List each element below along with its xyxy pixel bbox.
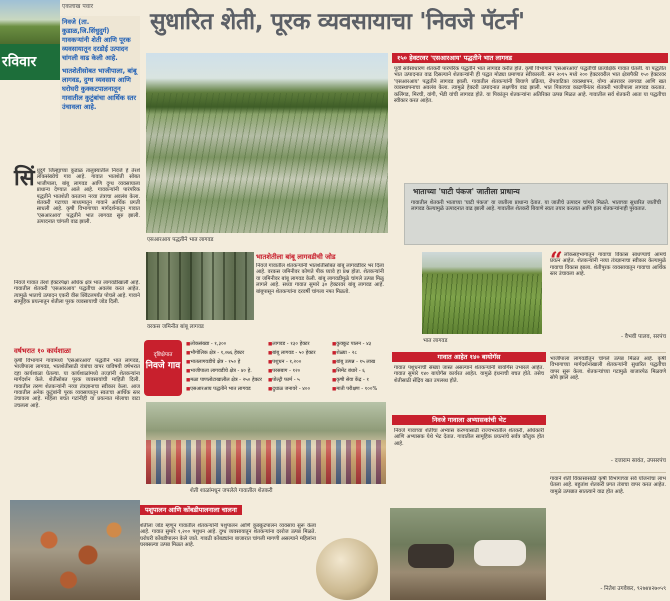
quote-2-author: - दत्ताराम सावंत, उपसरपंच <box>610 458 666 464</box>
bamboo-caption: वरकस जमिनीत बांबू लागवड <box>147 324 204 330</box>
biogas-box <box>392 352 546 508</box>
biogas-heading: गावात आहेत १४० बायोगॅस <box>392 352 546 362</box>
stat-item: ■ पोल्ट्री फार्म - ५ <box>268 376 332 385</box>
bamboo-body: निवजे गावातील शेतकऱ्यांनी भातशेतीसोबत बांबू लागवडीवर भर दिला आहे. वरकस जमिनीवर कोणते पीक घ्यावे हा प्रश्न होता. शेतकऱ्यांनी या जमिनीवर बांबू लागवड केली. बांबू लागवडीमुळे चांगले उत्पन्न मिळू लागले आहे. सध्या गावात सुमारे ३० हेक्टरवर बांबू लागवड आहे. बांबूपासून शेतकऱ्यांना दरवर्षी चांगला नफा मिळतो. <box>256 263 384 295</box>
study-heading: निवजे गावाला अभ्यासकांची भेट <box>392 415 546 425</box>
quote-3-text: गावाने शेती विकासासाठी कृषी विभागाच्या सर्व योजनांचा लाभ घेतला आहे. बहुतांश शेतकरी प्रगत तंत्राचा वापर करत आहेत. यामुळे उत्पन्नात सातत्याने वाढ होत आहे. <box>550 476 666 495</box>
stat-item: ■ दुधाळ जनावरे - ४०० <box>268 385 332 394</box>
quote-mark-icon: “ <box>550 248 563 274</box>
left-body-2: निवजे गावात तेरशे हेक्टरपेक्षा अधिक क्षेत्र भात लागवडीखाली आहे. गावातील शेतकरी 'एसआरआय' पद्धतीचा अवलंब करत आहेत. त्यामुळे भाताचे उत्पादन एकरी वीस क्विंटलपर्यंत पोचले आहे. गावाने सामूहिक प्रयत्नातून शेतीला पूरक व्यवसायाची जोड दिली. <box>14 280 140 306</box>
left-column <box>14 168 140 500</box>
field-photo-caption: भात लागवड <box>423 338 448 344</box>
glance-badge <box>144 340 182 396</box>
bamboo-box <box>256 252 384 334</box>
field-thumbnail <box>0 0 60 44</box>
stat-item: ■ कृषी सेवा केंद्र - १ <box>332 376 390 385</box>
ghati-body: गावातील शेतकरी भाताच्या 'घाटी पंकज' या जातीला प्राधान्य देतात. या जातीचे उत्पादन चांगले मिळते. भाताच्या सुधारित जातींची लागवड केल्यामुळे उत्पादनात वाढ झाली आहे. गावातील शेतकरी बियाणे स्वतः तयार करतात आणि इतर शेतकऱ्यांनाही पुरवतात. <box>411 200 661 213</box>
group-photo-caption: शेती शाळांमधून जपलेले गावातील शेतकरी <box>190 488 273 494</box>
quote-1 <box>550 248 666 348</box>
study-body: निवजे गावाच्या शेतीचा अभ्यास करण्यासाठी राज्यभरातील शेतकरी, अधिकारी आणि अभ्यासक येथे भेट देतात. गावातील सामूहिक प्रयत्नांचे सर्वत्र कौतुक होत आहे. <box>394 428 544 447</box>
stat-item: ■ कुक्कुट पालन - ४३ <box>332 340 390 349</box>
left-body-3: कृषी विभागाने गावामध्ये 'एसआरआय' पद्धतीने भात लागवड, भाजीपाला लागवड, भातशेतीसाठी यंत्रांचा वापर याविषयी वर्षभरात दहा कार्यशाळा घेतल्या. या कार्यशाळांमध्ये तज्ज्ञांनी शेतकऱ्यांना मार्गदर्शन केले. शेतीसोबत पूरक व्यवसायांची माहिती दिली. गावातील तरुण शेतकऱ्यांनी नव्या तंत्रज्ञानाचा स्वीकार केला. आज गावातील अनेक कुटुंबांनी पूरक व्यवसायातून स्वतःचा आर्थिक स्तर उंचावला आहे. महिला बचत गटांनीही या प्रयत्नात मोलाचा वाटा उचलला आहे. <box>14 358 140 409</box>
stats-col-1 <box>186 340 268 394</box>
quote-1-text: लोकसहभागातून गावाचा विकास साधण्याचे आमचे प्रयत्न आहेत. शेतकऱ्यांनी नव्या तंत्रज्ञानाचा स्वीकार केल्यामुळे गावाचा विकास झाला. शेतीपूरक व्यवसायातून गावाचा आर्थिक स्तर उंचावला आहे. <box>550 252 666 278</box>
glance-badge-line1: दृष्टिक्षेपात <box>153 352 173 358</box>
stat-item: ■ भातलागवडीचे क्षेत्र - १५० हे <box>186 358 268 367</box>
stat-item: ■ एसआरआय पद्धतीने भात लागवड <box>186 385 268 394</box>
ghati-pankaj-box <box>404 183 668 245</box>
quote-2-text: भाजीपाला लागवडीतून चांगले उत्पन्न मिळत आहे. कृषी विभागाच्या मार्गदर्शनाखाली शेतकऱ्यांनी सुधारित पद्धतीचा वापर सुरू केला. शेतकऱ्यांच्या गटामुळे बाजारपेठ मिळवणे सोपे झाले आहे. <box>550 356 666 382</box>
quote-2 <box>550 352 666 469</box>
page-headline: सुधारित शेती, पूरक व्यवसायाचा 'निवजे पॅटर्न' <box>150 9 525 35</box>
sri-photo-caption: एसआरआय पद्धतीने भात लागवड <box>147 237 214 243</box>
stat-item: ■ भौगोलिक क्षेत्र - १,०७६ हेक्टर <box>186 349 268 358</box>
quote-3-author: - नितेश उगवेकर, ९२७४४२७०५९ <box>600 586 666 592</box>
stat-item: ■ भाजीपाला लागवडीचे क्षेत्र - ४० हे. <box>186 367 268 376</box>
sri-article-heading: १५० हेक्टरवर 'एसआरआय' पद्धतीने भात लागवड <box>392 53 668 63</box>
stat-item: ■ लोकसंख्या - १,३०० <box>186 340 268 349</box>
biogas-body: गावात पशुधनाची संख्या जास्त असल्याने शेतकऱ्यांनी बायोगॅस उभारले आहेत. गावात सुमारे १४० बायोगॅस कार्यरत आहेत. यामुळे इंधनाची बचत होते. तसेच शेतीसाठी सेंद्रिय खत उपलब्ध होते. <box>394 365 544 384</box>
dairy-body: शेतीला जोड म्हणून गावातील शेतकऱ्यांनी पशुपालन आणि कुक्कुटपालन व्यवसाय सुरू केला आहे. गावात सुमारे १,२०० पशुधन आहे. दुग्ध व्यवसायातून शेतकऱ्यांना दररोज उत्पन्न मिळते. घरोघरी कोंबडीपालन केले जाते. गावठी कोंबड्यांना बाजारात चांगली मागणी असल्याने महिलांना घरबसल्या उत्पन्न मिळत आहे. <box>140 523 316 549</box>
farmers-group-photo <box>146 402 386 484</box>
intro-box <box>60 16 140 164</box>
stat-item: ■ बांबू उत्पन्न - १५ लाख <box>332 358 390 367</box>
stat-item: ■ लागवड - १३० हेक्टर <box>268 340 332 349</box>
quote-3 <box>550 472 666 597</box>
drop-cap: सिं <box>14 166 35 191</box>
stat-item: ■ सिमेंट बंधारे - ६ <box>332 367 390 376</box>
cattle-photo <box>390 508 546 600</box>
sri-paddy-photo <box>146 53 388 233</box>
glance-badge-line2: निवजे गाव <box>145 361 181 371</box>
quote-1-author: - वैभवी पालव, सरपंच <box>620 334 666 340</box>
bamboo-heading: भातशेतीला बांबू लागवडीची जोड <box>256 253 336 261</box>
stat-item: ■ परसबाग - १२० <box>268 367 332 376</box>
stats-col-2 <box>268 340 332 394</box>
left-body-1: धुदुर्ग जिल्ह्याच्या कुडाळ तालुक्यातील निवजे हे तेरशे लोकसंख्येचे गाव आहे. गावात भातशेती सोबत भाजीपाला, बांबू लागवड आणि दुग्ध व्यवसायाला प्राधान्य देण्यात आले आहे. गावकऱ्यांनी पारंपरिक पद्धतीने भातशेती करताना नव्या तंत्राचा अवलंब केला. शेतकरी गटाच्या माध्यमातून गावाने आर्थिक प्रगती साधली आहे. कृषी विभागाच्या मार्गदर्शनातून गावात 'एसआरआय' पद्धतीने भात लागवड सुरु झाली. उत्पादनात चांगली वाढ झाली. <box>36 168 140 226</box>
dairy-heading: पशुपालन आणि कोंबडीपालनाला चालना <box>140 505 242 515</box>
bamboo-photo <box>146 252 254 320</box>
intro-lead: निवजे (ता. कुडाळ,जि.सिंधुदुर्ग) गावकऱ्यांनी शेती आणि पूरक व्यवसायातून दरडोई उत्पादन चांगली वाढ केली आहे. <box>62 18 131 62</box>
stat-item: ■ शेळ्या - २८ <box>332 349 390 358</box>
day-label: रविवार <box>2 54 37 70</box>
ghati-heading: भाताच्या 'घाटी पंकज' जातीला प्राधान्य <box>413 187 520 196</box>
field-photo-right <box>422 252 542 334</box>
sri-article-body: पूर्वी सर्वसाधारण शेतकरी पारंपरिक पद्धतीने भात लागवड करीत होते. कृषी विभागाने 'एसआरआय' पद्धतीची प्रात्यक्षिके गावात घेतली. या पद्धतीत भात उत्पादनात वाढ दिसल्याने शेतकऱ्यांनी ही पद्धत मोठ्या प्रमाणात स्वीकारली. सन २०१५ मध्ये २०० हेक्टरवरील भात क्षेत्रापैकी १५० हेक्टरवर 'एसआरआय' पद्धतीने लागवड झाली. गावातील शेतकऱ्यांनी बियाणे प्रक्रिया, रोपवाटिका व्यवस्थापन, योग्य अंतरावर लागवड आणि खत व्यवस्थापनाचा अवलंब केला. त्यामुळे हेक्टरी उत्पादनात लक्षणीय वाढ झाली. भात पिकाच्या काढणीनंतर शेतकरी भाजीपाला लागवड करतात. कलिंगड, मिरची, वांगी, भेंडी यांची लागवड होते. या पिकांतून शेतकऱ्यांना अतिरिक्त उत्पन्न मिळत आहे. गावातील सर्व शेतकरी आता या पद्धतीचा स्वीकार करत आहेत. <box>394 66 666 105</box>
stat-item: ■ पशुधन - १,२०० <box>268 358 332 367</box>
section-label: एकलाख पवार <box>62 3 94 10</box>
stat-item: ■ माती परीक्षण - १००% <box>332 385 390 394</box>
left-subhead: वर्षभरात १० कार्यशाळा <box>14 347 71 355</box>
intro-highlight: भातशेतीसोबत भाजीपाला, बांबू लागवड, दुग्ध व्यवसाय आणि घरोघरी कुक्कटपालनातून गावातील कुटुंबांचा आर्थिक स्तर उंचावला आहे. <box>62 67 137 111</box>
poultry-photo <box>10 500 140 600</box>
stats-col-3 <box>332 340 390 394</box>
stat-item: ■ बांबू लागवड - ५० हेक्टर <box>268 349 332 358</box>
egg-photo <box>316 538 378 600</box>
stat-item: ■ मळा पाणलोटाखालील क्षेत्र - २५० हेक्टर <box>186 376 268 385</box>
